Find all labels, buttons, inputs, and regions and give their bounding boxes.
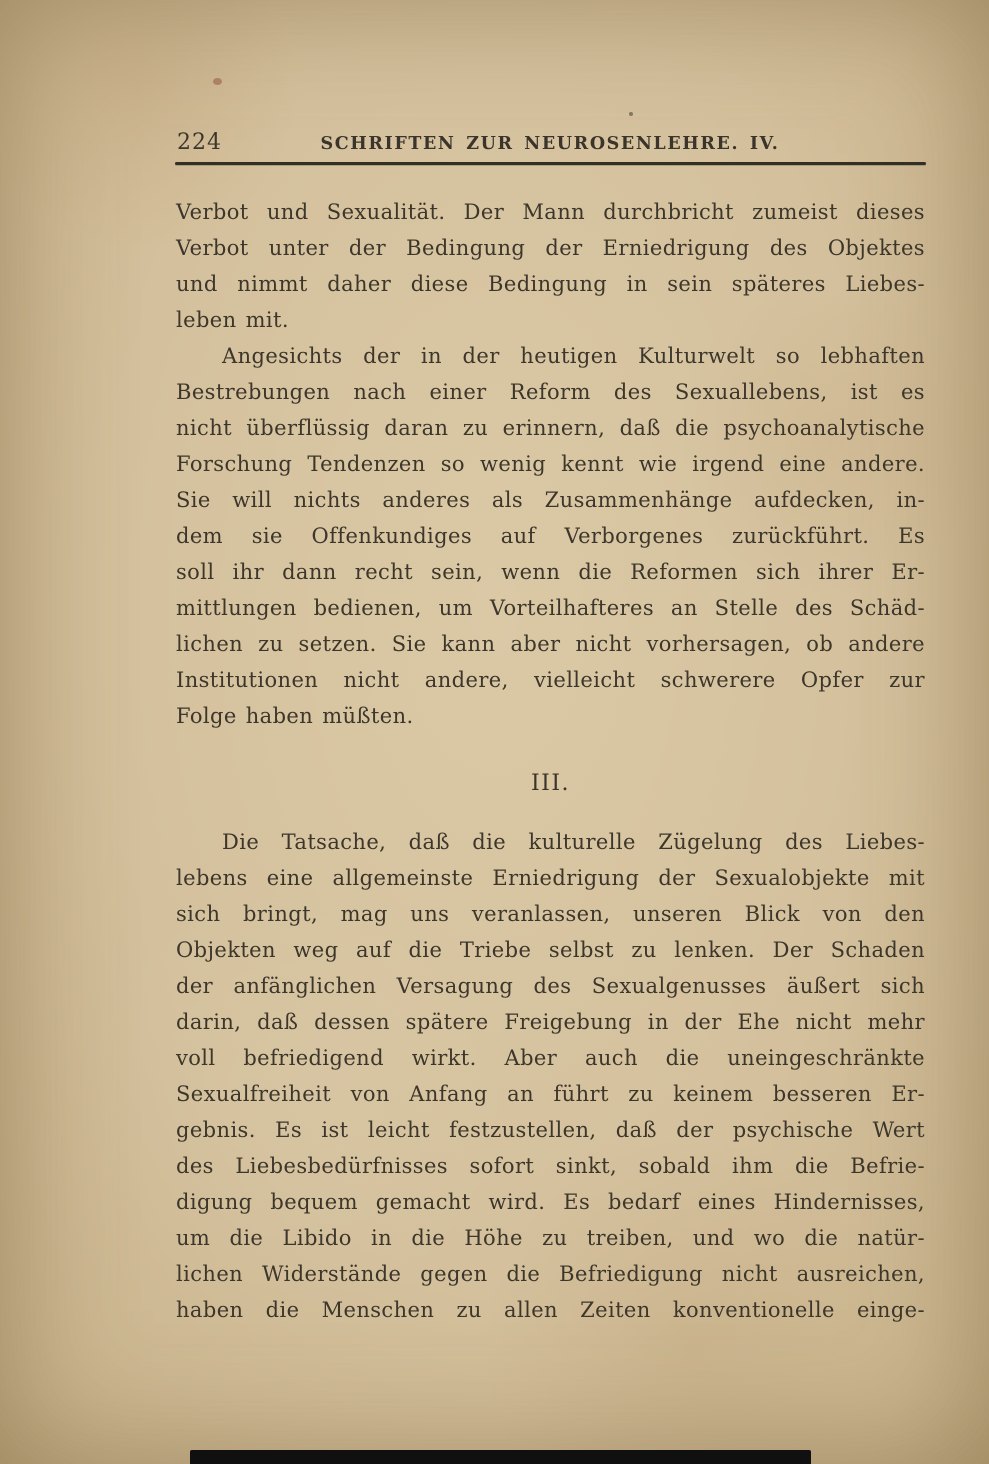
text-line: Verbot unter der Bedingung der Erniedrigung des Objektes [176,236,925,260]
text-line: lebens eine allgemeinste Erniedrigung der Sexualobjekte mit [176,866,925,890]
paper-stain-speck [213,78,222,85]
text-line: sich bringt, mag uns veranlassen, unseren Blick von den [176,902,925,926]
page-header [175,130,925,158]
text-line: dem sie Offenkundiges auf Verborgenes zurückführt. Es [176,524,925,548]
paragraph [176,824,925,1328]
text-line: Sexualfreiheit von Anfang an führt zu keinem besseren Er- [176,1082,925,1106]
text-line: Folge haben müßten. [176,704,414,728]
text-line: haben die Menschen zu allen Zeiten konventionelle einge- [176,1298,925,1322]
text-line: digung bequem gemacht wird. Es bedarf eines Hindernisses, [176,1190,925,1214]
paragraph [176,338,925,734]
text-line: Angesichts der in der heutigen Kulturwelt so lebhaften [222,344,925,368]
text-line: soll ihr dann recht sein, wenn die Reformen sich ihrer Er- [176,560,925,584]
page-number: 224 [177,130,222,155]
text-line: lichen Widerstände gegen die Befriedigung nicht ausreichen, [176,1262,925,1286]
text-line: voll befriedigend wirkt. Aber auch die uneingeschränkte [176,1046,925,1070]
page-body [176,194,925,1328]
text-line: nicht überflüssig daran zu erinnern, daß die psychoanalytische [176,416,925,440]
scan-artifact-bar [190,1450,811,1464]
text-line: Bestrebungen nach einer Reform des Sexuallebens, ist es [176,380,925,404]
running-head: SCHRIFTEN ZUR NEUROSENLEHRE. IV. [320,134,780,154]
header-rule [175,162,926,165]
section-heading: III. [530,771,571,796]
text-line: leben mit. [176,308,289,332]
text-line: Verbot und Sexualität. Der Mann durchbricht zumeist dieses [176,200,925,224]
text-line: des Liebesbedürfnisses sofort sinkt, sobald ihm die Befrie- [176,1154,925,1178]
text-line: lichen zu setzen. Sie kann aber nicht vorhersagen, ob andere [176,632,925,656]
text-line: Sie will nichts anderes als Zusammenhänge aufdecken, in- [176,488,925,512]
text-line: gebnis. Es ist leicht festzustellen, daß der psychische Wert [176,1118,925,1142]
text-line: Objekten weg auf die Triebe selbst zu lenken. Der Schaden [176,938,925,962]
text-line: Institutionen nicht andere, vielleicht schwerere Opfer zur [176,668,925,692]
text-line: darin, daß dessen spätere Freigebung in der Ehe nicht mehr [176,1010,925,1034]
text-line: um die Libido in die Höhe zu treiben, und wo die natür- [176,1226,925,1250]
text-line: mittlungen bedienen, um Vorteilhafteres an Stelle des Schäd- [176,596,925,620]
paragraph [176,194,925,338]
text-line: Die Tatsache, daß die kulturelle Zügelung des Liebes- [222,830,925,854]
text-line: Forschung Tendenzen so wenig kennt wie irgend eine andere. [176,452,925,476]
paper-stain-speck [629,112,633,116]
text-line: und nimmt daher diese Bedingung in sein späteres Liebes- [176,272,925,296]
text-line: der anfänglichen Versagung des Sexualgenusses äußert sich [176,974,925,998]
